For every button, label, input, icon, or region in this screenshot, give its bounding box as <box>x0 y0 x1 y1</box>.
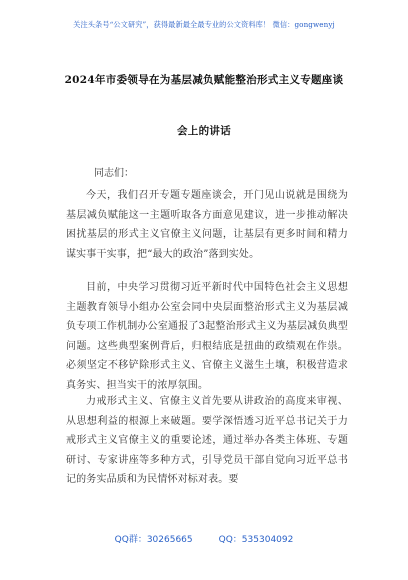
qq-group-text: QQ群：30265665 <box>114 535 193 545</box>
paragraph-2 <box>66 278 348 396</box>
paragraph-text: 目前，中央学习贯彻习近平新时代中国特色社会主义思想主题教育领导小组办公室会同中央层面整治形式主义为基层减负专项工作机制办公室通报了3起整治形式主义为基层减负典型问题。这些典型案例背后，归根结底是扭曲的政绩观在作祟。必须坚定不移铲除形式主义、官僚主义滋生土壤，积极营造求真务实、担当实干的浓厚氛围。 <box>66 282 348 391</box>
paragraph-3 <box>66 392 348 490</box>
qq-number-text: QQ：535304092 <box>218 535 294 545</box>
footer-contacts <box>0 532 408 545</box>
paragraph-text: 今天，我们召开专题专题座谈会，开门见山说就是围绕为基层减负赋能这一主题听取各方面意见建议，进一步推动解决困扰基层的形式主义官僚主义问题，让基层有更多时间和精力谋实事干实事，把“最大的政治”落到实处。 <box>66 190 348 260</box>
document-title-line-1: 2024年市委领导在为基层减负赋能整治形式主义专题座谈 <box>64 74 344 86</box>
salutation: 同志们： <box>94 168 134 179</box>
header-banner: 关注头条号“公文研究”，获得最新最全最专业的公文资料库！ 微信：gongwenyj <box>73 20 335 29</box>
document-title-line-2: 会上的讲话 <box>177 125 231 137</box>
paragraph-text: 力戒形式主义、官僚主义首先要从讲政治的高度来审视、从思想利益的根源上来破题。要学深悟透习近平总书记关于力戒形式主义官僚主义的重要论述，通过举办各类主体班、专题研讨、专家讲座等多种方式，引导党员干部自觉向习近平总书记的务实品质和为民情怀对标对表。要 <box>66 396 348 486</box>
paragraph-1 <box>66 186 348 264</box>
